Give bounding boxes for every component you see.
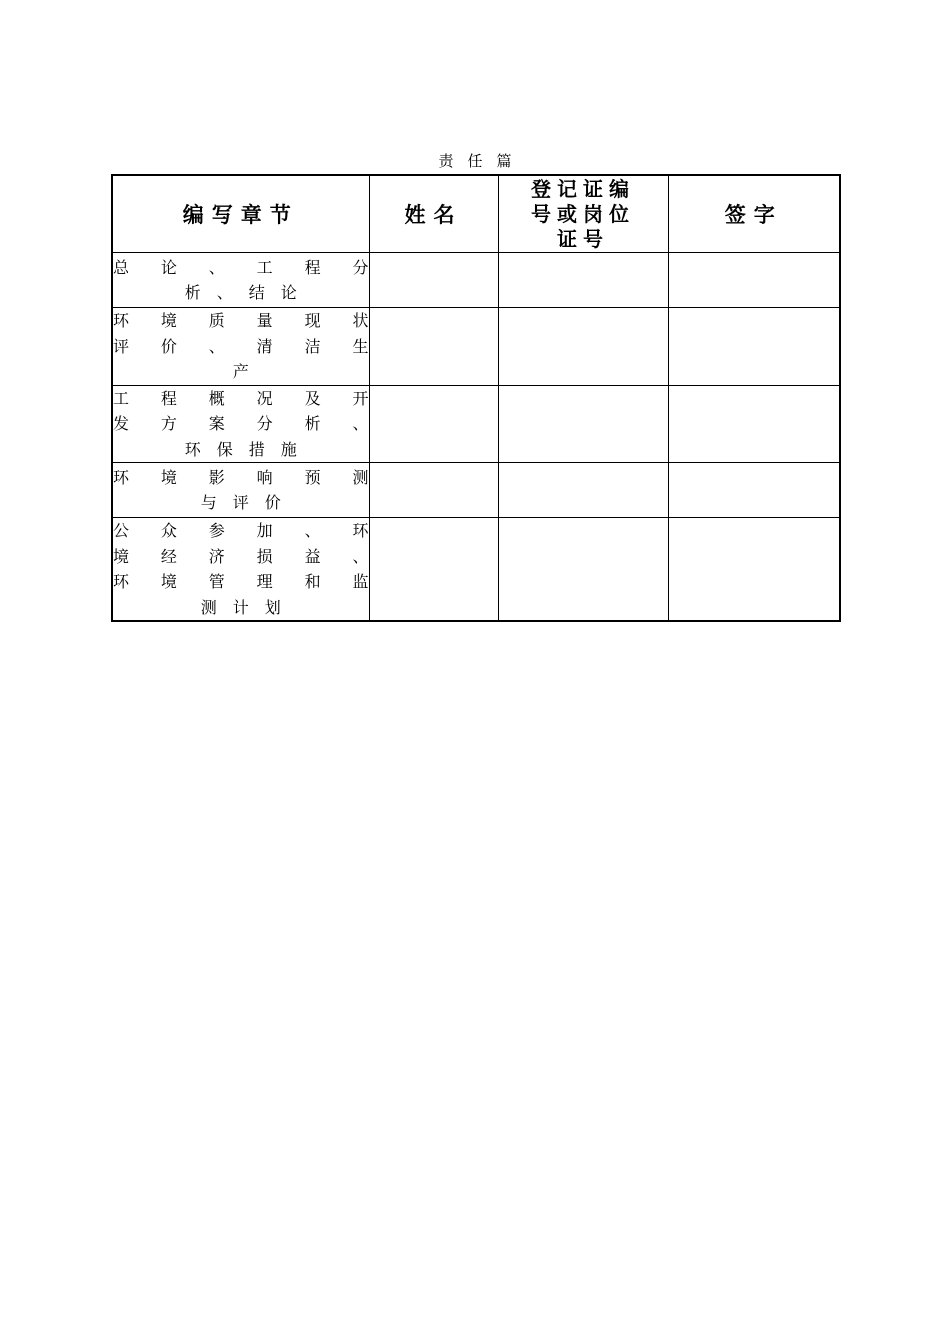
signature-cell[interactable] [668,463,840,518]
chapter-char: 济 [208,546,225,566]
chapter-char: 质 [208,311,225,330]
header-signature-label: 签字 [724,201,783,227]
chapter-line [113,386,369,412]
chapter-char: 境 [160,467,177,487]
header-certificate [498,175,668,253]
chapter-char: 价 [264,493,281,512]
chapter-char: 施 [280,439,297,459]
chapter-char: 预 [304,467,321,487]
chapter-char: 与 [200,493,217,512]
header-name [369,175,498,253]
chapter-char: 概 [208,388,225,408]
name-cell[interactable] [369,518,498,622]
chapter-char: 境 [160,572,177,591]
header-cert-line2: 号或岗位 [531,201,635,226]
chapter-line [113,518,369,544]
chapter-char: 公 [113,521,130,540]
chapter-char: 益 [304,546,321,566]
chapter-char: 总 [113,257,130,277]
chapter-char: 清 [256,336,273,356]
name-cell[interactable] [369,463,498,518]
chapter-char: 环 [184,439,201,459]
chapter-cell [112,253,369,308]
chapter-line [113,411,369,437]
chapter-line [113,569,369,595]
chapter-line [113,255,369,281]
chapter-char: 计 [232,597,249,617]
chapter-char: 环 [113,311,130,330]
responsibility-table [111,174,841,622]
header-cert-line1: 登记证编 [531,176,635,201]
chapter-char: 测 [352,467,369,487]
chapter-char: 保 [216,439,233,459]
chapter-char: 工 [113,388,130,408]
chapter-line [113,595,369,621]
chapter-char: 产 [232,362,249,381]
chapter-char: 测 [200,597,217,617]
header-name-label: 姓名 [404,201,463,227]
chapter-char: 经 [160,546,177,566]
certificate-cell[interactable] [498,308,668,386]
chapter-char: 工 [256,257,273,277]
chapter-char: 状 [352,311,369,330]
chapter-char: 境 [113,546,130,566]
certificate-cell[interactable] [498,518,668,622]
table-row [112,463,840,518]
chapter-line [113,334,369,360]
header-signature [668,175,840,253]
chapter-char: 、 [352,546,369,566]
chapter-cell [112,385,369,463]
chapter-char: 众 [160,521,177,540]
certificate-cell[interactable] [498,385,668,463]
chapter-line [113,308,369,334]
header-chapter [112,175,369,253]
chapter-char: 响 [256,467,273,487]
chapter-char: 价 [160,336,177,356]
chapter-char: 环 [352,521,369,540]
certificate-cell[interactable] [498,463,668,518]
chapter-char: 量 [256,311,273,330]
chapter-char: 理 [256,572,273,591]
chapter-line [113,280,369,306]
chapter-line [113,465,369,491]
chapter-char: 环 [113,467,130,487]
chapter-char: 环 [113,572,130,591]
chapter-line [113,490,369,516]
chapter-char: 评 [113,336,130,356]
name-cell[interactable] [369,385,498,463]
chapter-char: 、 [208,257,225,277]
chapter-char: 监 [352,572,369,591]
chapter-char: 程 [304,257,321,277]
chapter-char: 生 [352,336,369,356]
chapter-char: 分 [352,257,369,277]
chapter-char: 况 [256,388,273,408]
header-chapter-label: 编写章节 [182,201,299,227]
chapter-line [113,359,369,385]
chapter-char: 及 [304,388,321,408]
chapter-char: 、 [216,283,233,302]
chapter-char: 洁 [304,336,321,356]
chapter-line [113,437,369,463]
signature-cell[interactable] [668,308,840,386]
chapter-char: 、 [208,336,225,356]
name-cell[interactable] [369,253,498,308]
chapter-char: 措 [248,439,265,459]
chapter-char: 发 [113,414,130,433]
certificate-cell[interactable] [498,253,668,308]
chapter-char: 评 [232,493,249,512]
chapter-cell [112,463,369,518]
header-row [112,175,840,253]
chapter-char: 论 [160,257,177,277]
chapter-char: 开 [352,388,369,408]
chapter-char: 、 [304,521,321,540]
table-row [112,253,840,308]
chapter-char: 和 [304,572,321,591]
document-title: 责任篇 [438,152,526,170]
name-cell[interactable] [369,308,498,386]
chapter-char: 境 [160,311,177,330]
chapter-char: 析 [184,283,201,302]
table-row [112,308,840,386]
chapter-line [113,544,369,570]
chapter-cell [112,308,369,386]
chapter-char: 现 [304,311,321,330]
signature-cell[interactable] [668,253,840,308]
signature-cell[interactable] [668,385,840,463]
chapter-char: 加 [256,521,273,540]
chapter-char: 论 [280,283,297,302]
chapter-char: 结 [248,283,265,302]
chapter-char: 、 [352,414,369,433]
signature-cell[interactable] [668,518,840,622]
chapter-char: 损 [256,546,273,566]
chapter-char: 案 [208,414,225,433]
chapter-cell [112,518,369,622]
chapter-char: 程 [160,388,177,408]
chapter-char: 分 [256,414,273,433]
table-row [112,518,840,622]
chapter-char: 方 [160,414,177,433]
chapter-char: 影 [208,467,225,487]
chapter-char: 析 [304,414,321,433]
table-row [112,385,840,463]
chapter-char: 参 [208,521,225,540]
chapter-char: 划 [264,597,281,617]
chapter-char: 管 [208,572,225,591]
header-cert-line3: 证号 [557,226,609,251]
